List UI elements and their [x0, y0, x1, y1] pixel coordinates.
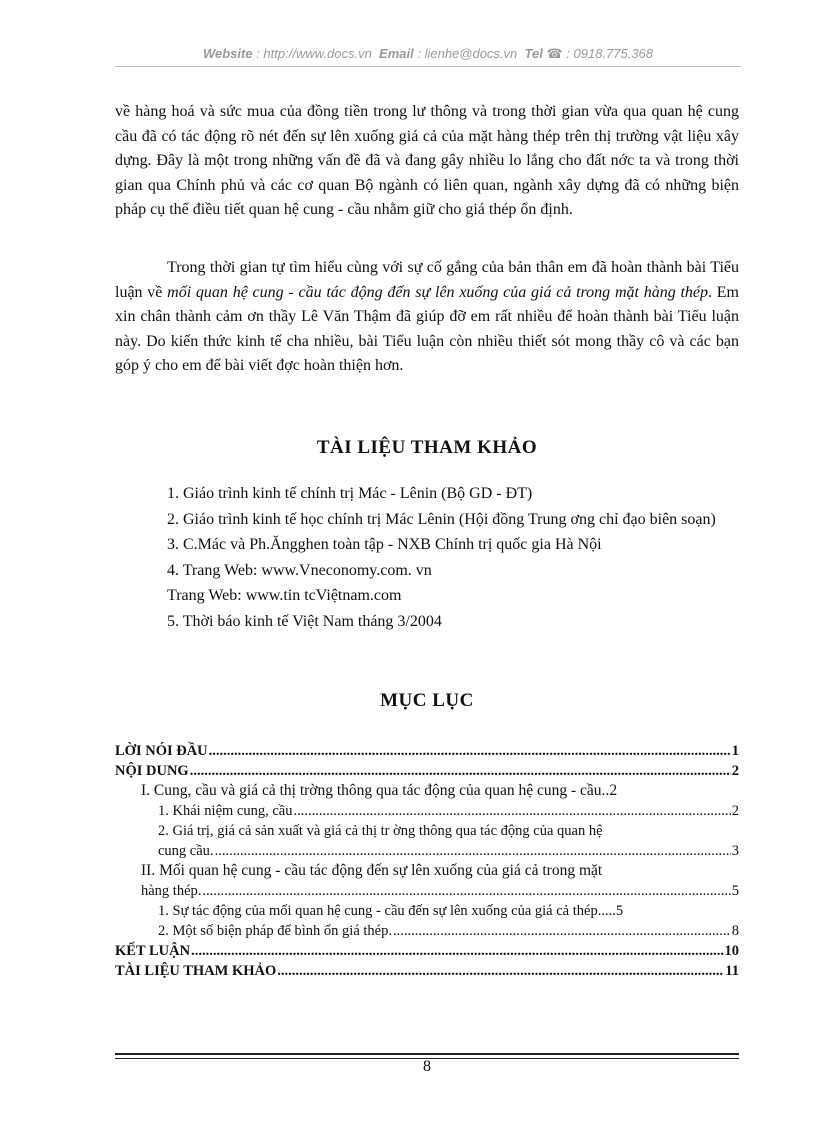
references-title: TÀI LIỆU THAM KHẢO — [316, 437, 538, 458]
reference-item: 1. Giáo trình kinh tế chính trị Mác - Lênin (Bộ GD - ĐT) — [167, 485, 533, 502]
reference-item: 4. Trang Web: www.Vneconomy.com. vn — [167, 561, 432, 579]
toc-entry-intro[interactable]: LỜI NÓI ĐẦU ..... 1 — [115, 741, 739, 761]
para2-italic: mối quan hệ cung - cầu tác động đến sự lên xuống của giá cả trong mặt hàng thép — [167, 283, 709, 301]
toc-entry-content[interactable]: NỘI DUNG ..... 2 — [115, 761, 739, 781]
header-divider — [115, 66, 741, 67]
footer-divider-thick — [115, 1053, 739, 1055]
website-value: : http://www.docs.vn — [256, 46, 372, 61]
body-paragraph-2 — [115, 256, 739, 379]
toc-entry-2-1[interactable]: 1. Sự tác động của mối quan hệ cung - cầu đến sự lên xuống của giá cả thép. ....5 — [158, 903, 624, 919]
tel-value: ☎ : 0918.775.368 — [546, 46, 654, 61]
email-label: Email — [379, 46, 414, 61]
toc-entry-1-2[interactable]: 2. Giá trị, giá cả sản xuất và giá cả thị tr ờng thông qua tác động của quan hệ cung cầu. ..... 3 — [115, 821, 739, 861]
reference-item: 2. Giáo trình kinh tế học chính trị Mác Lênin (Hội đồng Trung ơng chỉ đạo biên soạn) — [167, 510, 716, 528]
reference-item: Trang Web: www.tin tcViệtnam.com — [167, 587, 402, 604]
para2-end: . Em xin chân thành cảm ơn thầy Lê Văn Thậm đã giúp đỡ em rất nhiều để hoàn thành bài Tiểu luận này. Do kiến thức kinh tế cha nhiều, bài Tiểu luận còn nhiều thiết sót mong thầy cô và các bạn góp ý cho em để bài viết đợc hoàn thiện hơn. — [115, 283, 739, 375]
email-value: : lienhe@docs.vn — [417, 46, 518, 61]
page-header — [115, 46, 741, 62]
tel-label: Tel — [524, 46, 543, 61]
toc-entry-section-2[interactable]: II. Mối quan hệ cung - cầu tác động đến sự lên xuống của giá cả trong mặt hàng thép. ..... 5 — [115, 861, 739, 901]
toc-entry-conclusion[interactable]: KẾT LUẬN ..... 10 — [115, 941, 739, 961]
website-label: Website — [202, 46, 253, 61]
toc-entry-1-1[interactable]: 1. Khái niệm cung, cầu ..... 2 — [115, 801, 739, 821]
toc-entry-section-1[interactable]: I. Cung, cầu và giá cả thị trờng thông qua tác động của quan hệ cung - cầu. .2 — [141, 782, 618, 799]
page-number: 8 — [423, 1058, 431, 1075]
reference-item: 5. Thời báo kinh tế Việt Nam tháng 3/2004 — [167, 612, 442, 630]
reference-item: 3. C.Mác và Ph.Ăngghen toàn tập - NXB Chính trị quốc gia Hà Nội — [167, 536, 602, 553]
references-list — [115, 481, 739, 634]
toc-title: MỤC LỤC — [380, 690, 474, 711]
para2-start: Trong thời gian tự tìm hiểu cùng với sự cố gắng của bản thân em đã hoàn thành bài Tiểu luận về — [115, 259, 739, 301]
toc-entry-2-2[interactable]: 2. Một số biện pháp để bình ổn giá thép. ..... 8 — [115, 921, 739, 941]
table-of-contents — [115, 741, 739, 981]
body-paragraph-1: về hàng hoá và sức mua của đồng tiền trong lư thông và trong thời gian vừa qua quan hệ cung cầu đã có tác động rõ nét đến sự lên xuống giá cả của mặt hàng thép trên thị trường vật liệu xây dựng. Đây là một trong những vấn đề đã và đang gây nhiều lo lắng cho đất nớc ta và trong thời gian qua Chính phủ và các cơ quan Bộ ngành có liên quan, ngành xây dựng đã có những biện pháp cụ thể điều tiết quan hệ cung - cầu nhằm giữ cho giá thép ổn định. — [115, 103, 739, 219]
toc-entry-references[interactable]: TÀI LIỆU THAM KHẢO ..... 11 — [115, 961, 739, 981]
